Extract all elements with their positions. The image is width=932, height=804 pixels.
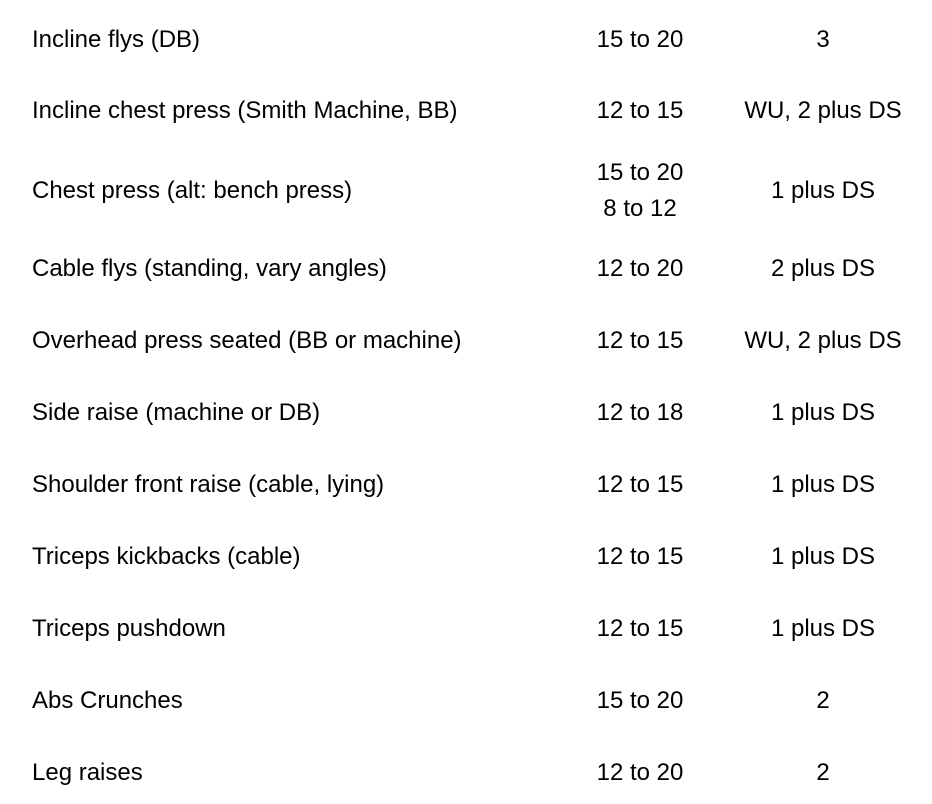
exercise-name: Triceps kickbacks (cable) [32,543,301,570]
rep-range [570,683,710,719]
rep-range [570,251,710,287]
rep-range [570,155,710,227]
table-row [0,323,932,359]
rep-range-line: 12 to 15 [596,615,684,642]
table-row [0,539,932,575]
set-count: WU, 2 plus DS [744,97,902,124]
exercise-name: Side raise (machine or DB) [32,399,321,426]
table-row [0,22,932,58]
exercise-name: Leg raises [32,759,143,786]
exercise-name: Incline chest press (Smith Machine, BB) [32,97,458,124]
table-row [0,395,932,431]
rep-range-line: 12 to 15 [596,543,684,570]
exercise-name: Cable flys (standing, vary angles) [32,255,387,282]
set-count: 2 plus DS [770,255,876,282]
table-row [0,611,932,647]
rep-range-line: 12 to 20 [596,759,684,786]
set-count: 1 plus DS [770,177,876,204]
rep-range [570,93,710,129]
set-count: 2 [816,759,830,786]
exercise-name: Overhead press seated (BB or machine) [32,327,462,354]
rep-range [570,467,710,503]
exercise-name: Abs Crunches [32,687,183,714]
rep-range [570,611,710,647]
exercise-name: Triceps pushdown [32,615,226,642]
rep-range-line: 12 to 18 [596,399,684,426]
rep-range-line: 8 to 12 [603,195,677,222]
table-row [0,683,932,719]
rep-range [570,539,710,575]
exercise-name: Chest press (alt: bench press) [32,177,353,204]
rep-range [570,22,710,58]
table-row [0,467,932,503]
rep-range-line: 15 to 20 [596,687,684,714]
set-count: 1 plus DS [770,543,876,570]
rep-range-line: 12 to 15 [596,97,684,124]
set-count: 3 [816,26,830,53]
table-row [0,755,932,791]
table-row [0,93,932,129]
rep-range [570,755,710,791]
set-count: 1 plus DS [770,615,876,642]
table-row [0,251,932,287]
set-count: 1 plus DS [770,399,876,426]
table-row [0,155,932,227]
set-count: 1 plus DS [770,471,876,498]
set-count: 2 [816,687,830,714]
set-count: WU, 2 plus DS [744,327,902,354]
rep-range-line: 15 to 20 [596,159,684,186]
exercise-name: Shoulder front raise (cable, lying) [32,471,385,498]
rep-range-line: 12 to 15 [596,471,684,498]
rep-range-line: 12 to 20 [596,255,684,282]
exercise-name: Incline flys (DB) [32,26,201,53]
rep-range-line: 15 to 20 [596,26,684,53]
rep-range [570,323,710,359]
rep-range [570,395,710,431]
rep-range-line: 12 to 15 [596,327,684,354]
